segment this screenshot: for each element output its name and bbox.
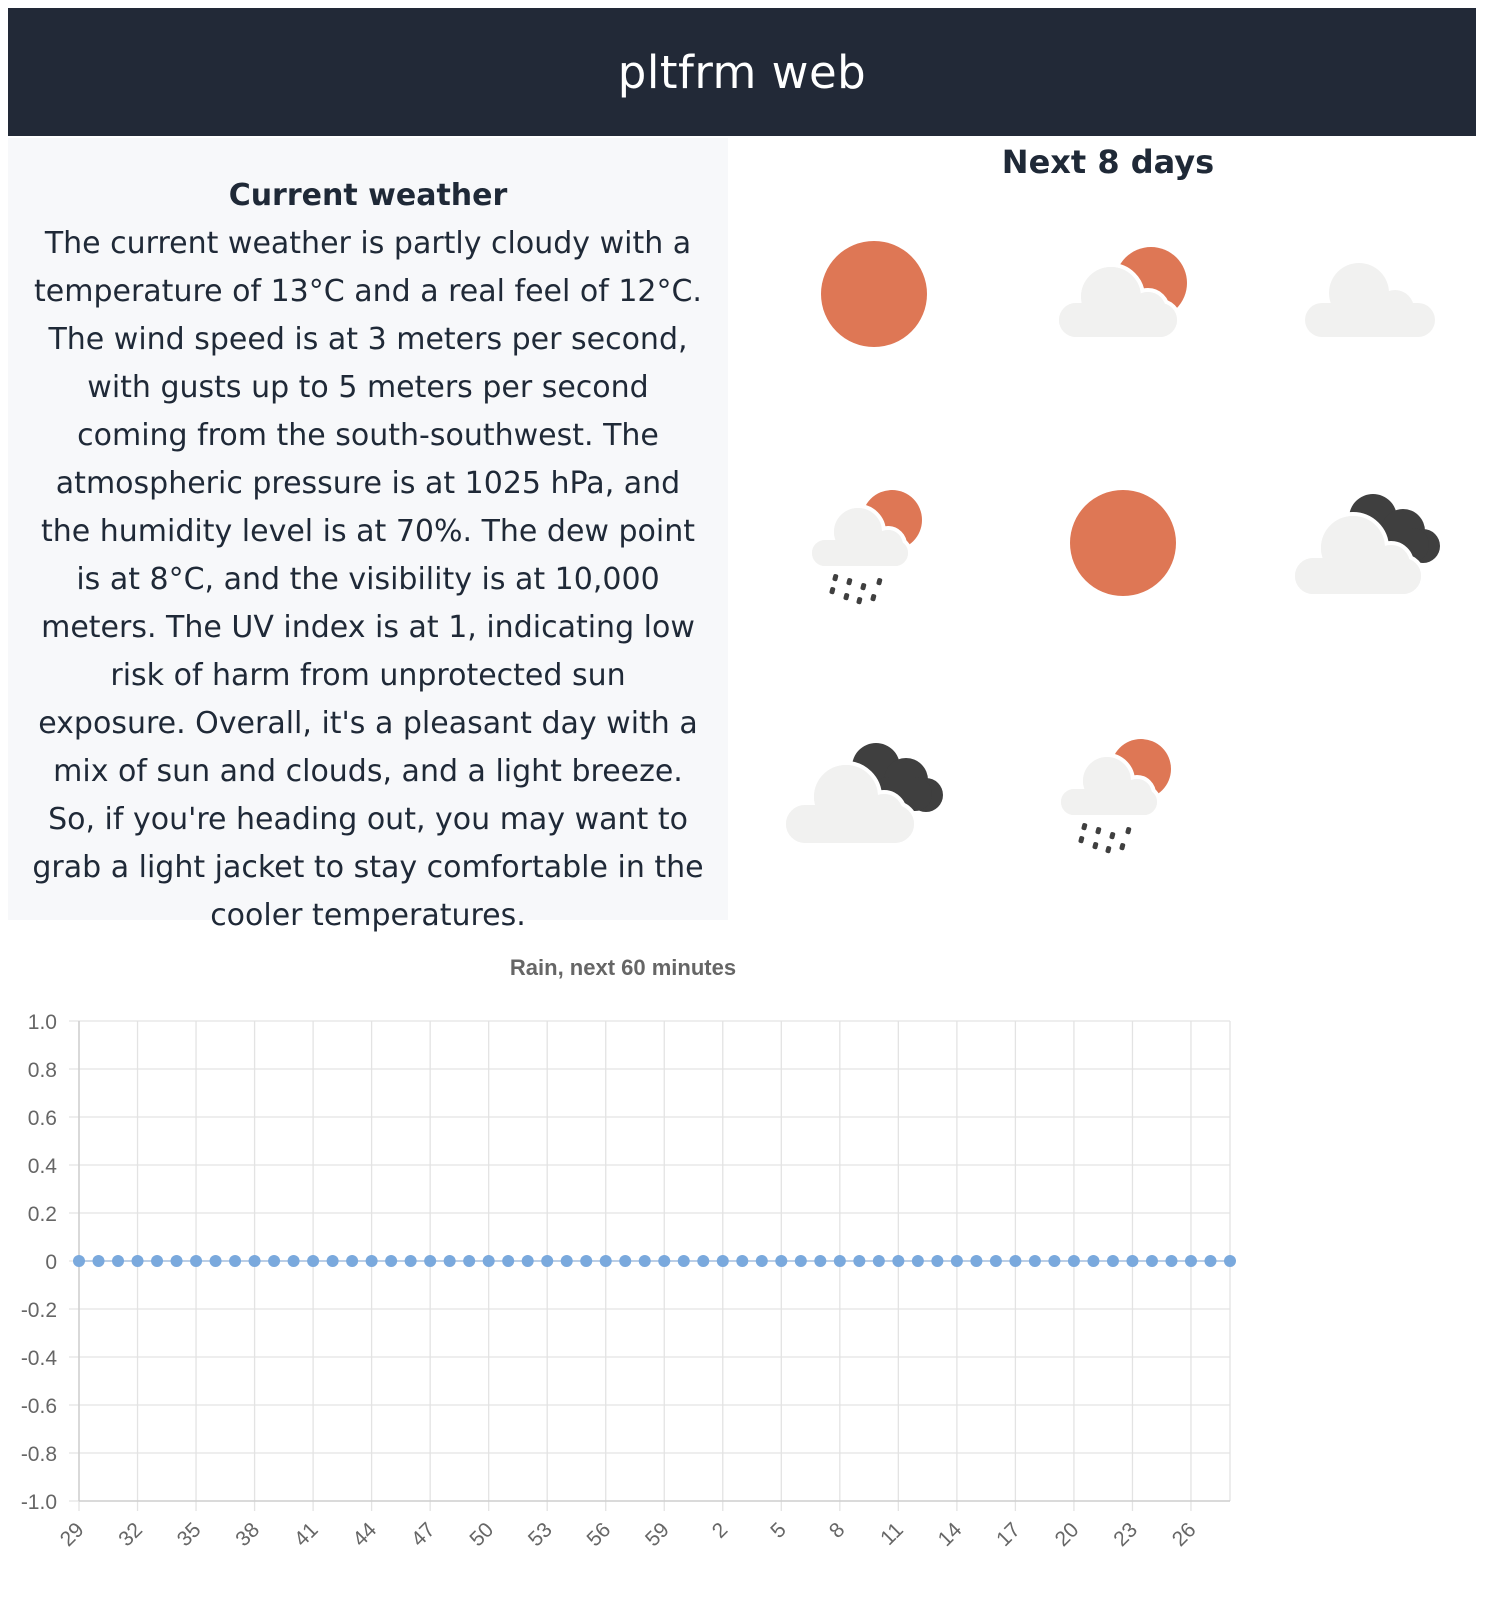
rain-data-point <box>1048 1255 1060 1267</box>
sun-rain-icon <box>784 468 964 618</box>
rain-data-point <box>1146 1255 1158 1267</box>
x-tick-label: 38 <box>231 1518 265 1552</box>
rain-data-point <box>658 1255 670 1267</box>
x-tick-label: 32 <box>114 1518 148 1552</box>
rain-data-point <box>73 1255 85 1267</box>
x-tick-label: 20 <box>1050 1518 1084 1552</box>
rain-data-point <box>210 1255 222 1267</box>
rain-data-point <box>307 1255 319 1267</box>
y-tick-label: -1.0 <box>20 1491 57 1514</box>
rain-data-point <box>463 1255 475 1267</box>
rain-data-point <box>814 1255 826 1267</box>
y-tick-label: -0.6 <box>20 1395 57 1418</box>
rain-data-point <box>171 1255 183 1267</box>
forecast-day-1 <box>784 219 964 369</box>
x-tick-label: 50 <box>465 1518 499 1552</box>
y-tick-label: 0 <box>45 1251 57 1274</box>
rain-data-point <box>327 1255 339 1267</box>
rain-data-point <box>1107 1255 1119 1267</box>
rain-data-point <box>1029 1255 1041 1267</box>
rain-data-point <box>1068 1255 1080 1267</box>
forecast-day-6 <box>1279 468 1459 618</box>
rain-data-point <box>1087 1255 1099 1267</box>
x-tick-label: 59 <box>641 1518 674 1552</box>
y-tick-label: -0.8 <box>20 1443 57 1466</box>
cloud-icon <box>1279 219 1459 369</box>
sun-rain-icon <box>1033 719 1213 869</box>
current-weather-description: The current weather is partly cloudy with a temperature of 13°C and a real feel of 12°C. The wind speed is at 3 meters per second, with gusts up to 5 meters per second coming from the south-southwest. The atmospheric pressure is at 1025 hPa, and the humidity level is at 70%. The dew point is at 8°C, and the visibility is at 10,000 meters. The UV index is at 1, indicating low risk of harm from unprotected sun exposure. Overall, it's a pleasant day with a mix of sun and clouds, and a light breeze. So, if you're heading out, you may want to grab a light jacket to stay comfortable in the cooler temperatures. <box>32 226 704 933</box>
rain-data-point <box>990 1255 1002 1267</box>
rain-data-point <box>522 1255 534 1267</box>
rain-data-point <box>268 1255 280 1267</box>
rain-data-point <box>1126 1255 1138 1267</box>
x-tick-label: 26 <box>1167 1518 1201 1552</box>
x-tick-label: 44 <box>348 1518 382 1552</box>
rain-data-point <box>619 1255 631 1267</box>
rain-data-point <box>288 1255 300 1267</box>
rain-data-point <box>931 1255 943 1267</box>
x-tick-label: 14 <box>933 1518 967 1552</box>
current-weather-heading: Current weather <box>228 178 508 213</box>
sun-icon <box>1033 468 1213 618</box>
forecast-day-3 <box>1279 219 1459 369</box>
rain-data-point <box>366 1255 378 1267</box>
forecast-day-2 <box>1033 219 1213 369</box>
y-tick-label: 0.4 <box>27 1155 57 1178</box>
rain-data-point <box>151 1255 163 1267</box>
dark-cloudy-icon <box>784 719 964 869</box>
y-tick-label: 0.6 <box>27 1107 57 1130</box>
forecast-day-8 <box>1033 719 1213 869</box>
rain-data-point <box>1204 1255 1216 1267</box>
partly-cloudy-icon <box>1033 219 1213 369</box>
x-tick-label: 47 <box>406 1518 440 1552</box>
x-tick-label: 17 <box>992 1518 1025 1552</box>
rain-data-point <box>717 1255 729 1267</box>
rain-data-point <box>912 1255 924 1267</box>
x-tick-label: 35 <box>172 1518 206 1552</box>
rain-data-point <box>385 1255 397 1267</box>
y-tick-label: 1.0 <box>27 1011 57 1034</box>
rain-data-point <box>132 1255 144 1267</box>
x-tick-label: 56 <box>582 1518 616 1552</box>
rain-data-point <box>775 1255 787 1267</box>
rain-data-point <box>1009 1255 1021 1267</box>
rain-data-point <box>1165 1255 1177 1267</box>
x-tick-label: 41 <box>289 1518 323 1552</box>
rain-data-point <box>970 1255 982 1267</box>
rain-data-point <box>853 1255 865 1267</box>
x-tick-label: 2 <box>707 1518 733 1543</box>
rain-data-point <box>678 1255 690 1267</box>
y-tick-label: 0.8 <box>27 1059 57 1082</box>
current-weather-panel <box>8 138 728 933</box>
rain-data-point <box>541 1255 553 1267</box>
rain-data-point <box>639 1255 651 1267</box>
x-tick-label: 8 <box>824 1518 850 1543</box>
x-tick-label: 23 <box>1109 1518 1142 1552</box>
x-tick-label: 53 <box>523 1518 557 1552</box>
app-title: pltfrm web <box>617 45 867 99</box>
x-tick-label: 11 <box>876 1518 908 1550</box>
chart-title: Rain, next 60 minutes <box>509 955 737 980</box>
rain-data-point <box>697 1255 709 1267</box>
forecast-day-4 <box>784 468 964 618</box>
rain-data-point <box>1185 1255 1197 1267</box>
rain-data-point <box>736 1255 748 1267</box>
x-tick-label: 29 <box>55 1518 89 1552</box>
rain-chart <box>0 950 1488 1616</box>
rain-chart-svg <box>0 950 1488 1616</box>
rain-data-point <box>93 1255 105 1267</box>
app-header <box>8 8 1476 136</box>
rain-data-point <box>502 1255 514 1267</box>
rain-data-point <box>834 1255 846 1267</box>
y-tick-label: -0.2 <box>20 1299 57 1322</box>
rain-data-point <box>756 1255 768 1267</box>
y-tick-label: 0.2 <box>27 1203 57 1226</box>
rain-data-point <box>892 1255 904 1267</box>
dark-cloudy-icon <box>1279 468 1459 618</box>
rain-data-point <box>424 1255 436 1267</box>
rain-data-point <box>405 1255 417 1267</box>
rain-data-point <box>249 1255 261 1267</box>
rain-data-point <box>1224 1255 1236 1267</box>
rain-data-point <box>346 1255 358 1267</box>
rain-data-point <box>580 1255 592 1267</box>
x-tick-label: 5 <box>766 1518 791 1543</box>
rain-data-point <box>795 1255 807 1267</box>
rain-data-point <box>483 1255 495 1267</box>
forecast-day-7 <box>784 719 964 869</box>
rain-data-point <box>873 1255 885 1267</box>
forecast-day-5 <box>1033 468 1213 618</box>
rain-data-point <box>444 1255 456 1267</box>
rain-data-point <box>561 1255 573 1267</box>
forecast-heading: Next 8 days <box>1001 143 1215 181</box>
rain-data-point <box>951 1255 963 1267</box>
rain-data-point <box>600 1255 612 1267</box>
rain-data-point <box>112 1255 124 1267</box>
y-tick-label: -0.4 <box>20 1347 57 1370</box>
rain-data-point <box>229 1255 241 1267</box>
rain-data-point <box>190 1255 202 1267</box>
sun-icon <box>784 219 964 369</box>
